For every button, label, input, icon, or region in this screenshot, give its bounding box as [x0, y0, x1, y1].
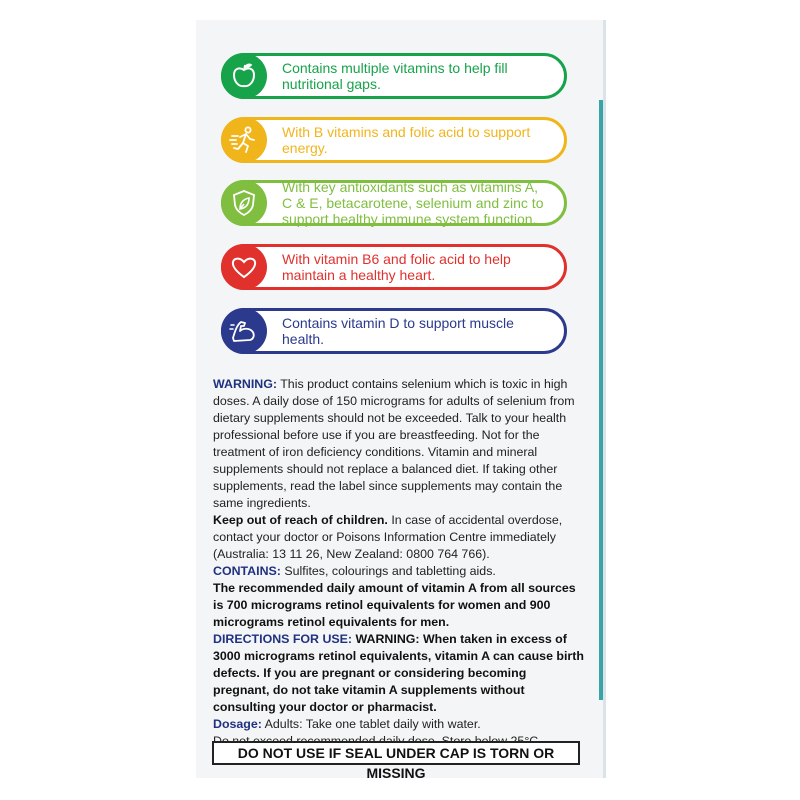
keep-out-text: In case of accidental overdose, contact your doctor or Poisons Information Centre immediately (Australia: 13 11 26, New Zealand: 0800 764 766). [213, 513, 563, 561]
contains-paragraph [213, 563, 585, 580]
directions-paragraph [213, 631, 585, 716]
contains-label: CONTAINS: [213, 564, 281, 578]
contains-text: Sulfites, colourings and tabletting aids. [284, 564, 496, 578]
warnings-section [213, 376, 585, 750]
benefit-pill-nutrition [221, 53, 567, 99]
heart-icon [221, 244, 267, 290]
benefit-text: With key antioxidants such as vitamins A, C & E, betacarotene, selenium and zinc to support healthy immune system function. [282, 179, 544, 227]
dosage-text: Adults: Take one tablet daily with water. [264, 717, 481, 731]
benefit-text: With B vitamins and folic acid to support energy. [282, 124, 531, 156]
running-person-icon [221, 117, 267, 163]
seal-notice: DO NOT USE IF SEAL UNDER CAP IS TORN OR MISSING [212, 741, 580, 765]
directions-text: WARNING: When taken in excess of 3000 micrograms retinol equivalents, vitamin A can cause birth defects. If you are pregnant or considering becoming pregnant, do not take vitamin A supplements without consulting your doctor or pharmacist. [213, 632, 584, 714]
keep-out-label: Keep out of reach of children. [213, 513, 388, 527]
benefit-pill-heart [221, 244, 567, 290]
vitamin-a-note: The recommended daily amount of vitamin A from all sources is 700 micrograms retinol equivalents for women and 900 micrograms retinol equivalents for men. [213, 581, 576, 629]
benefit-pill-energy [221, 117, 567, 163]
benefit-pill-muscle [221, 308, 567, 354]
benefit-text: Contains multiple vitamins to help fill nutritional gaps. [282, 60, 508, 92]
keep-out-paragraph [213, 512, 585, 563]
benefit-pill-immune [221, 180, 567, 226]
apple-icon [221, 53, 267, 99]
flexed-arm-icon [221, 308, 267, 354]
warning-label: WARNING: [213, 377, 278, 391]
benefit-text: Contains vitamin D to support muscle health. [282, 315, 514, 347]
box-edge-stripe [599, 100, 603, 700]
shield-leaf-icon [221, 180, 267, 226]
warning-paragraph [213, 376, 585, 512]
dosage-paragraph [213, 716, 585, 733]
warning-text: This product contains selenium which is toxic in high doses. A daily dose of 150 micrograms for adults of selenium from dietary supplements should not be exceeded. Talk to your health professional before use if you are breastfeeding. Not for the treatment of iron deficiency conditions. Vitamin and mineral supplements should not replace a balanced diet. If taking other supplements, read the label since supplements may contain the same ingredients. [213, 377, 575, 510]
dosage-label: Dosage: [213, 717, 262, 731]
benefit-text: With vitamin B6 and folic acid to help maintain a healthy heart. [282, 251, 511, 283]
directions-label: DIRECTIONS FOR USE: [213, 632, 353, 646]
